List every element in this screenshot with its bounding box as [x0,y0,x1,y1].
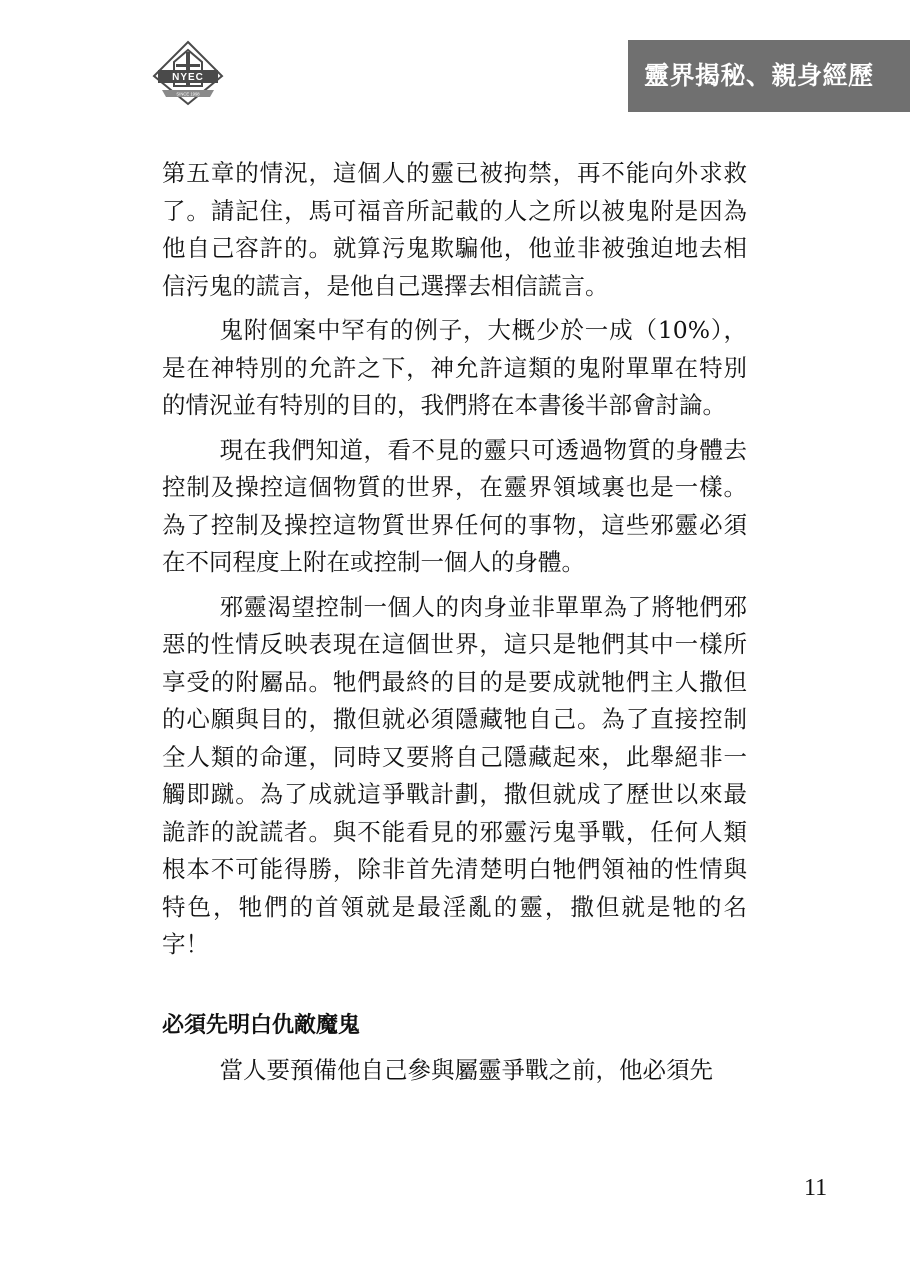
page-number: 11 [804,1175,828,1201]
body-paragraph: 鬼附個案中罕有的例子，大概少於一成（10%），是在神特別的允許之下，神允許這類的鬼附單單在特別的情況並有特別的目的，我們將在本書後半部會討論。 [162,316,747,419]
body-paragraph: 第五章的情況，這個人的靈已被拘禁，再不能向外求救了。請記住，馬可福音所記載的人之所以被鬼附是因為他自己容許的。就算污鬼欺騙他，他並非被強迫地去相信污鬼的謊言，是他自己選擇去相信謊言。 [162,159,747,300]
chapter-header-tab [628,40,910,112]
body-paragraph: 邪靈渴望控制一個人的肉身並非單單為了將牠們邪惡的性情反映表現在這個世界，這只是牠們其中一樣所享受的附屬品。牠們最終的目的是要成就牠們主人撒但的心願與目的，撒但就必須隱藏牠自己。為了直接控制全人類的命運，同時又要將自己隱藏起來，此舉絕非一觸即蹴。為了成就這爭戰計劃，撒但就成了歷世以來最詭詐的說謊者。與不能看見的邪靈污鬼爭戰，任何人類根本不可能得勝，除非首先清楚明白牠們領袖的性情與特色，牠們的首領就是最淫亂的靈，撒但就是牠的名字！ [162,592,747,958]
section-paragraph: 當人要預備他自己參與屬靈爭戰之前，他必須先 [219,1056,714,1084]
publisher-logo [150,40,226,106]
page-body [162,155,747,1097]
svg-text:NYEC: NYEC [172,72,204,83]
section-heading: 必須先明白仇敵魔鬼 [162,1012,361,1038]
body-paragraph: 現在我們知道，看不見的靈只可透過物質的身體去控制及操控這個物質的世界，在靈界領域裏也是一樣。為了控制及操控這物質世界任何的事物，這些邪靈必須在不同程度上附在或控制一個人的身體。 [162,435,747,576]
svg-text:SINCE 1998: SINCE 1998 [176,91,200,97]
chapter-title: 靈界揭秘、親身經歷 [644,61,874,90]
nyec-emblem-icon [150,40,226,106]
